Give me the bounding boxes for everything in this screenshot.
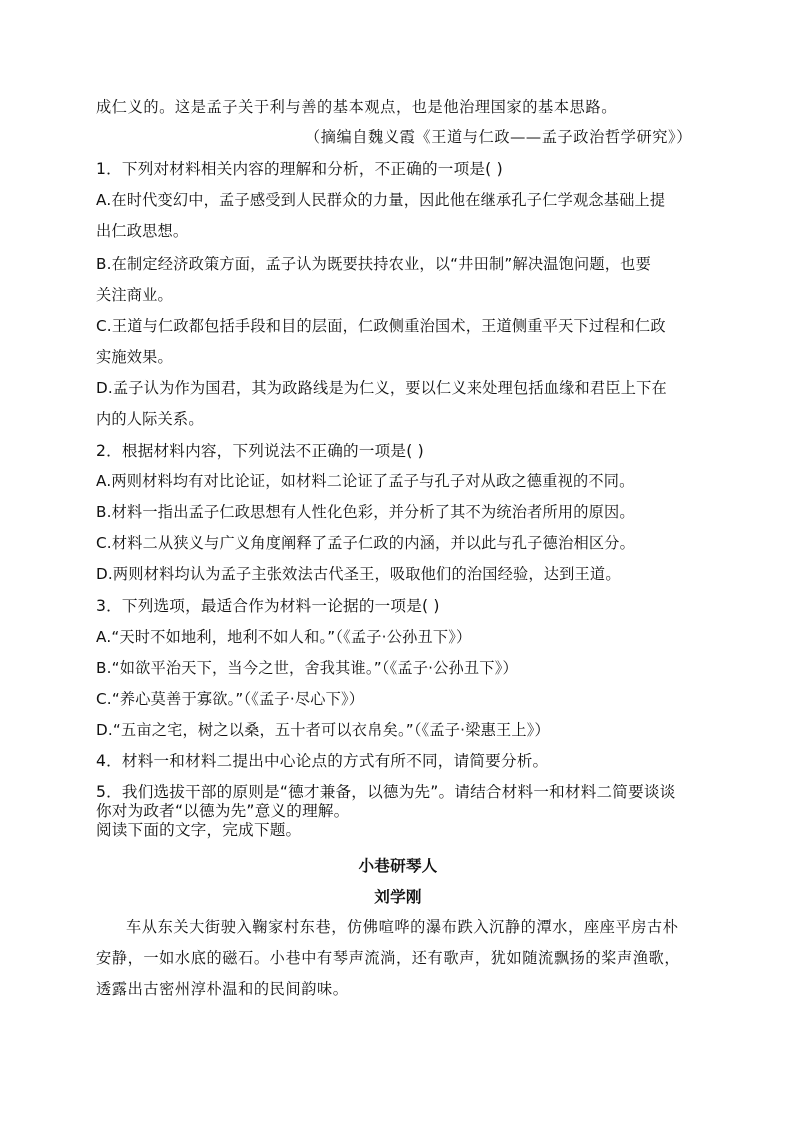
question-1-option-d-cont: 内的人际关系。 — [96, 410, 204, 428]
question-2-option-c: C.材料二从狭义与广义角度阐释了孟子仁政的内涵，并以此与孔子德治相区分。 — [96, 534, 636, 552]
question-1-option-b: B.在制定经济政策方面，孟子认为既要扶持农业，以“井田制”解决温饱问题，也要 — [96, 255, 651, 273]
question-2-stem: 2．根据材料内容，下列说法不正确的一项是( ) — [96, 442, 424, 460]
question-1-option-a-cont: 出仁政思想。 — [96, 222, 189, 240]
question-2-option-a: A.两则材料均有对比论证，如材料二论证了孟子与孔子对从政之德重视的不同。 — [96, 472, 635, 490]
question-2-option-d: D.两则材料均认为孟子主张效法古代圣王，吸取他们的治国经验，达到王道。 — [96, 565, 621, 583]
question-4-stem: 4．材料一和材料二提出中心论点的方式有所不同，请简要分析。 — [96, 752, 549, 770]
story-paragraph-line-2: 安静，一如水底的磁石。小巷中有琴声流淌，还有歌声，犹如随流飘扬的桨声渔歌， — [96, 949, 681, 967]
question-3-option-b: B.“如欲平治天下，当今之世，舍我其谁。”（《孟子·公孙丑下》） — [96, 659, 518, 677]
question-2-option-b: B.材料一指出孟子仁政思想有人性化色彩，并分析了其不为统治者所用的原因。 — [96, 503, 635, 521]
story-author: 刘学刚 — [374, 888, 422, 906]
question-3-option-c: C.“养心莫善于寡欲。”（《孟子·尽心下》） — [96, 690, 365, 708]
source-citation: （摘编自魏义霞《王道与仁政——孟子政治哲学研究》） — [304, 128, 692, 146]
reading-instruction: 阅读下面的文字，完成下题。 — [96, 821, 302, 839]
question-3-stem: 3．下列选项，最适合作为材料一论据的一项是( ) — [96, 597, 440, 615]
question-1-option-b-cont: 关注商业。 — [96, 286, 173, 304]
story-title: 小巷研琴人 — [358, 857, 438, 875]
question-1-stem: 1．下列对材料相关内容的理解和分析，不正确的一项是( ) — [96, 160, 503, 178]
question-1-option-c-cont: 实施效果。 — [96, 348, 173, 366]
question-1-option-a: A.在时代变幻中，孟子感受到人民群众的力量，因此他在继承孔子仁学观念基础上提 — [96, 191, 666, 209]
story-paragraph-line-3: 透露出古密州淳朴温和的民间韵味。 — [96, 980, 349, 998]
question-5-stem-cont: 你对为政者“以德为先”意义的理解。 — [96, 802, 350, 820]
question-5-stem: 5．我们选拔干部的原则是“德才兼备，以德为先”。请结合材料一和材料二简要谈谈 — [96, 783, 676, 801]
question-1-option-d: D.孟子认为作为国君，其为政路线是为仁义，要以仁义来处理包括血缘和君臣上下在 — [96, 379, 667, 397]
story-paragraph-line-1: 车从东关大街驶入鞠家村东巷，仿佛喧哗的瀑布跌入沉静的潭水，座座平房古朴 — [126, 918, 679, 936]
question-3-option-d: D.“五亩之宅，树之以桑，五十者可以衣帛矣。”（《孟子·梁惠王上》） — [96, 721, 550, 739]
question-1-option-c: C.王道与仁政都包括手段和目的层面，仁政侧重治国术，王道侧重平天下过程和仁政 — [96, 317, 666, 335]
passage-end-line: 成仁义的。这是孟子关于利与善的基本观点，也是他治理国家的基本思路。 — [96, 98, 617, 116]
question-3-option-a: A.“天时不如地利，地利不如人和。”（《孟子·公孙丑下》） — [96, 628, 472, 646]
